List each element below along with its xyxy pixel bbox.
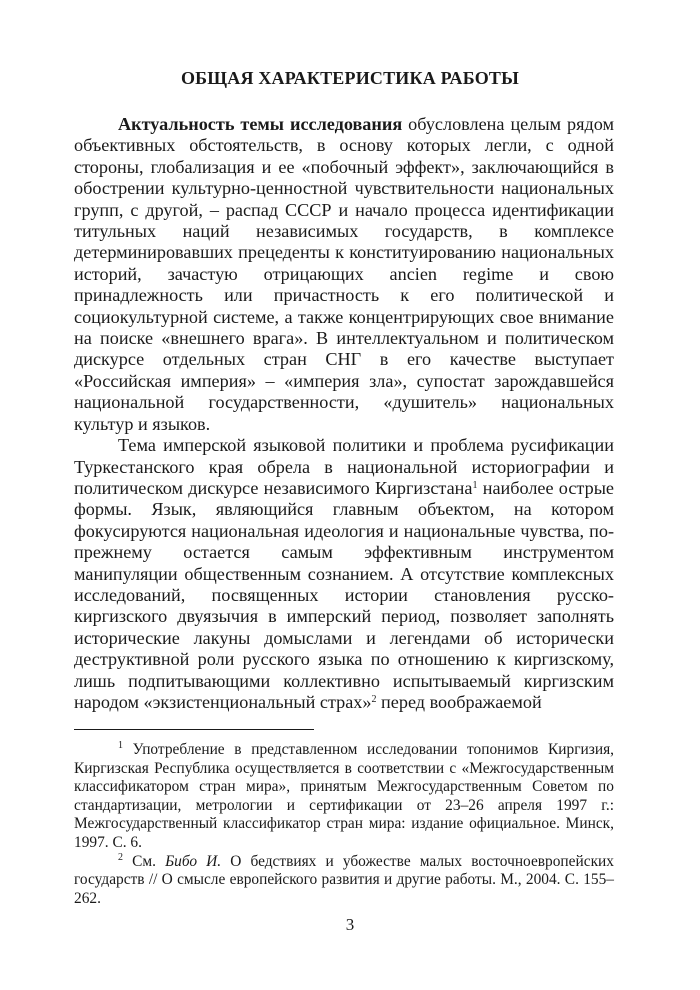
footnote-text: О бедствиях и убожестве малых восточноевропейских государств // О смысле европейского развития и другие работы. М., 2004. С. 155–262. <box>74 852 614 907</box>
footnote-marker: 2 <box>118 851 123 863</box>
footnote-2 <box>74 853 614 909</box>
page-number: 3 <box>345 915 355 934</box>
paragraph-relevance <box>74 114 614 435</box>
footnote-1 <box>74 741 614 853</box>
footnote-separator <box>74 729 314 730</box>
footnote-reference-1[interactable]: 1 <box>472 479 478 491</box>
paragraph-text: перед воображаемой <box>376 691 542 712</box>
footnote-author: Бибо И. <box>165 852 222 870</box>
paragraph-text: наиболее острые формы. Язык, являющийся главным объектом, на котором фокусируются национальная идеология и национальные чувства, по-прежнему остается самым эффективным инструментом манипуляции общественным сознанием. А отсутствие комплексных исследований, посвященных истории становления русско-киргизского двуязычия в имперский период, позволяет заполнять исторические лакуны домыслами и легендами об исторически деструктивной роли русского языка по отношению к киргизскому, лишь подпитывающими коллективно испытываемый киргизским народом «экзистенциональный страх» <box>74 477 614 712</box>
footnote-marker: 1 <box>118 740 123 751</box>
main-text <box>74 114 614 713</box>
lead-phrase: Актуальность темы исследования <box>118 114 403 134</box>
footnote-prefix: См. <box>123 852 166 870</box>
footnotes <box>74 741 614 908</box>
page-title: ОБЩАЯ ХАРАКТЕРИСТИКА РАБОТЫ <box>180 68 520 88</box>
paragraph-text: Тема имперской языковой политики и проблема русификации Туркестанского края обрела в национальной историографии и политическом дискурсе независимого Киргизстана <box>74 435 614 498</box>
footnote-text: Употребление в представленном исследовании топонимов Киргизия, Киргизская Республика осуществляется в соответствии с «Межгосударственным классификатором стран мира», принятым Межгосударственным Советом по стандартизации, метрологии и сертификации от 23–26 апреля 1997 г.: Межгосударственный классификатор стран мира: издание официальное. Минск, 1997. С. 6. <box>74 741 614 851</box>
footnote-reference-2[interactable]: 2 <box>371 693 377 705</box>
paragraph-language-policy <box>74 435 614 713</box>
paragraph-text: обусловлена целым рядом объективных обстоятельств, в основу которых легли, с одной стороны, глобализация и ее «побочный эффект», заключающийся в обострении культурно-ценностной чувствительности национальных групп, с другой, – распад СССР и начало процесса идентификации титульных наций независимых государств, в комплексе детерминировавших прецеденты к конституированию национальных историй, зачастую отрицающих ancien regime и свою принадлежность или причастность к его политической и социокультурной системе, а также концентрирующих свое внимание на поиске «внешнего врага». В интеллектуальном и политическом дискурсе отдельных стран СНГ в его качестве выступает «Российская империя» – «империя зла», супостат зарождавшейся национальной государственности, «душитель» национальных культур и языков. <box>74 114 614 434</box>
